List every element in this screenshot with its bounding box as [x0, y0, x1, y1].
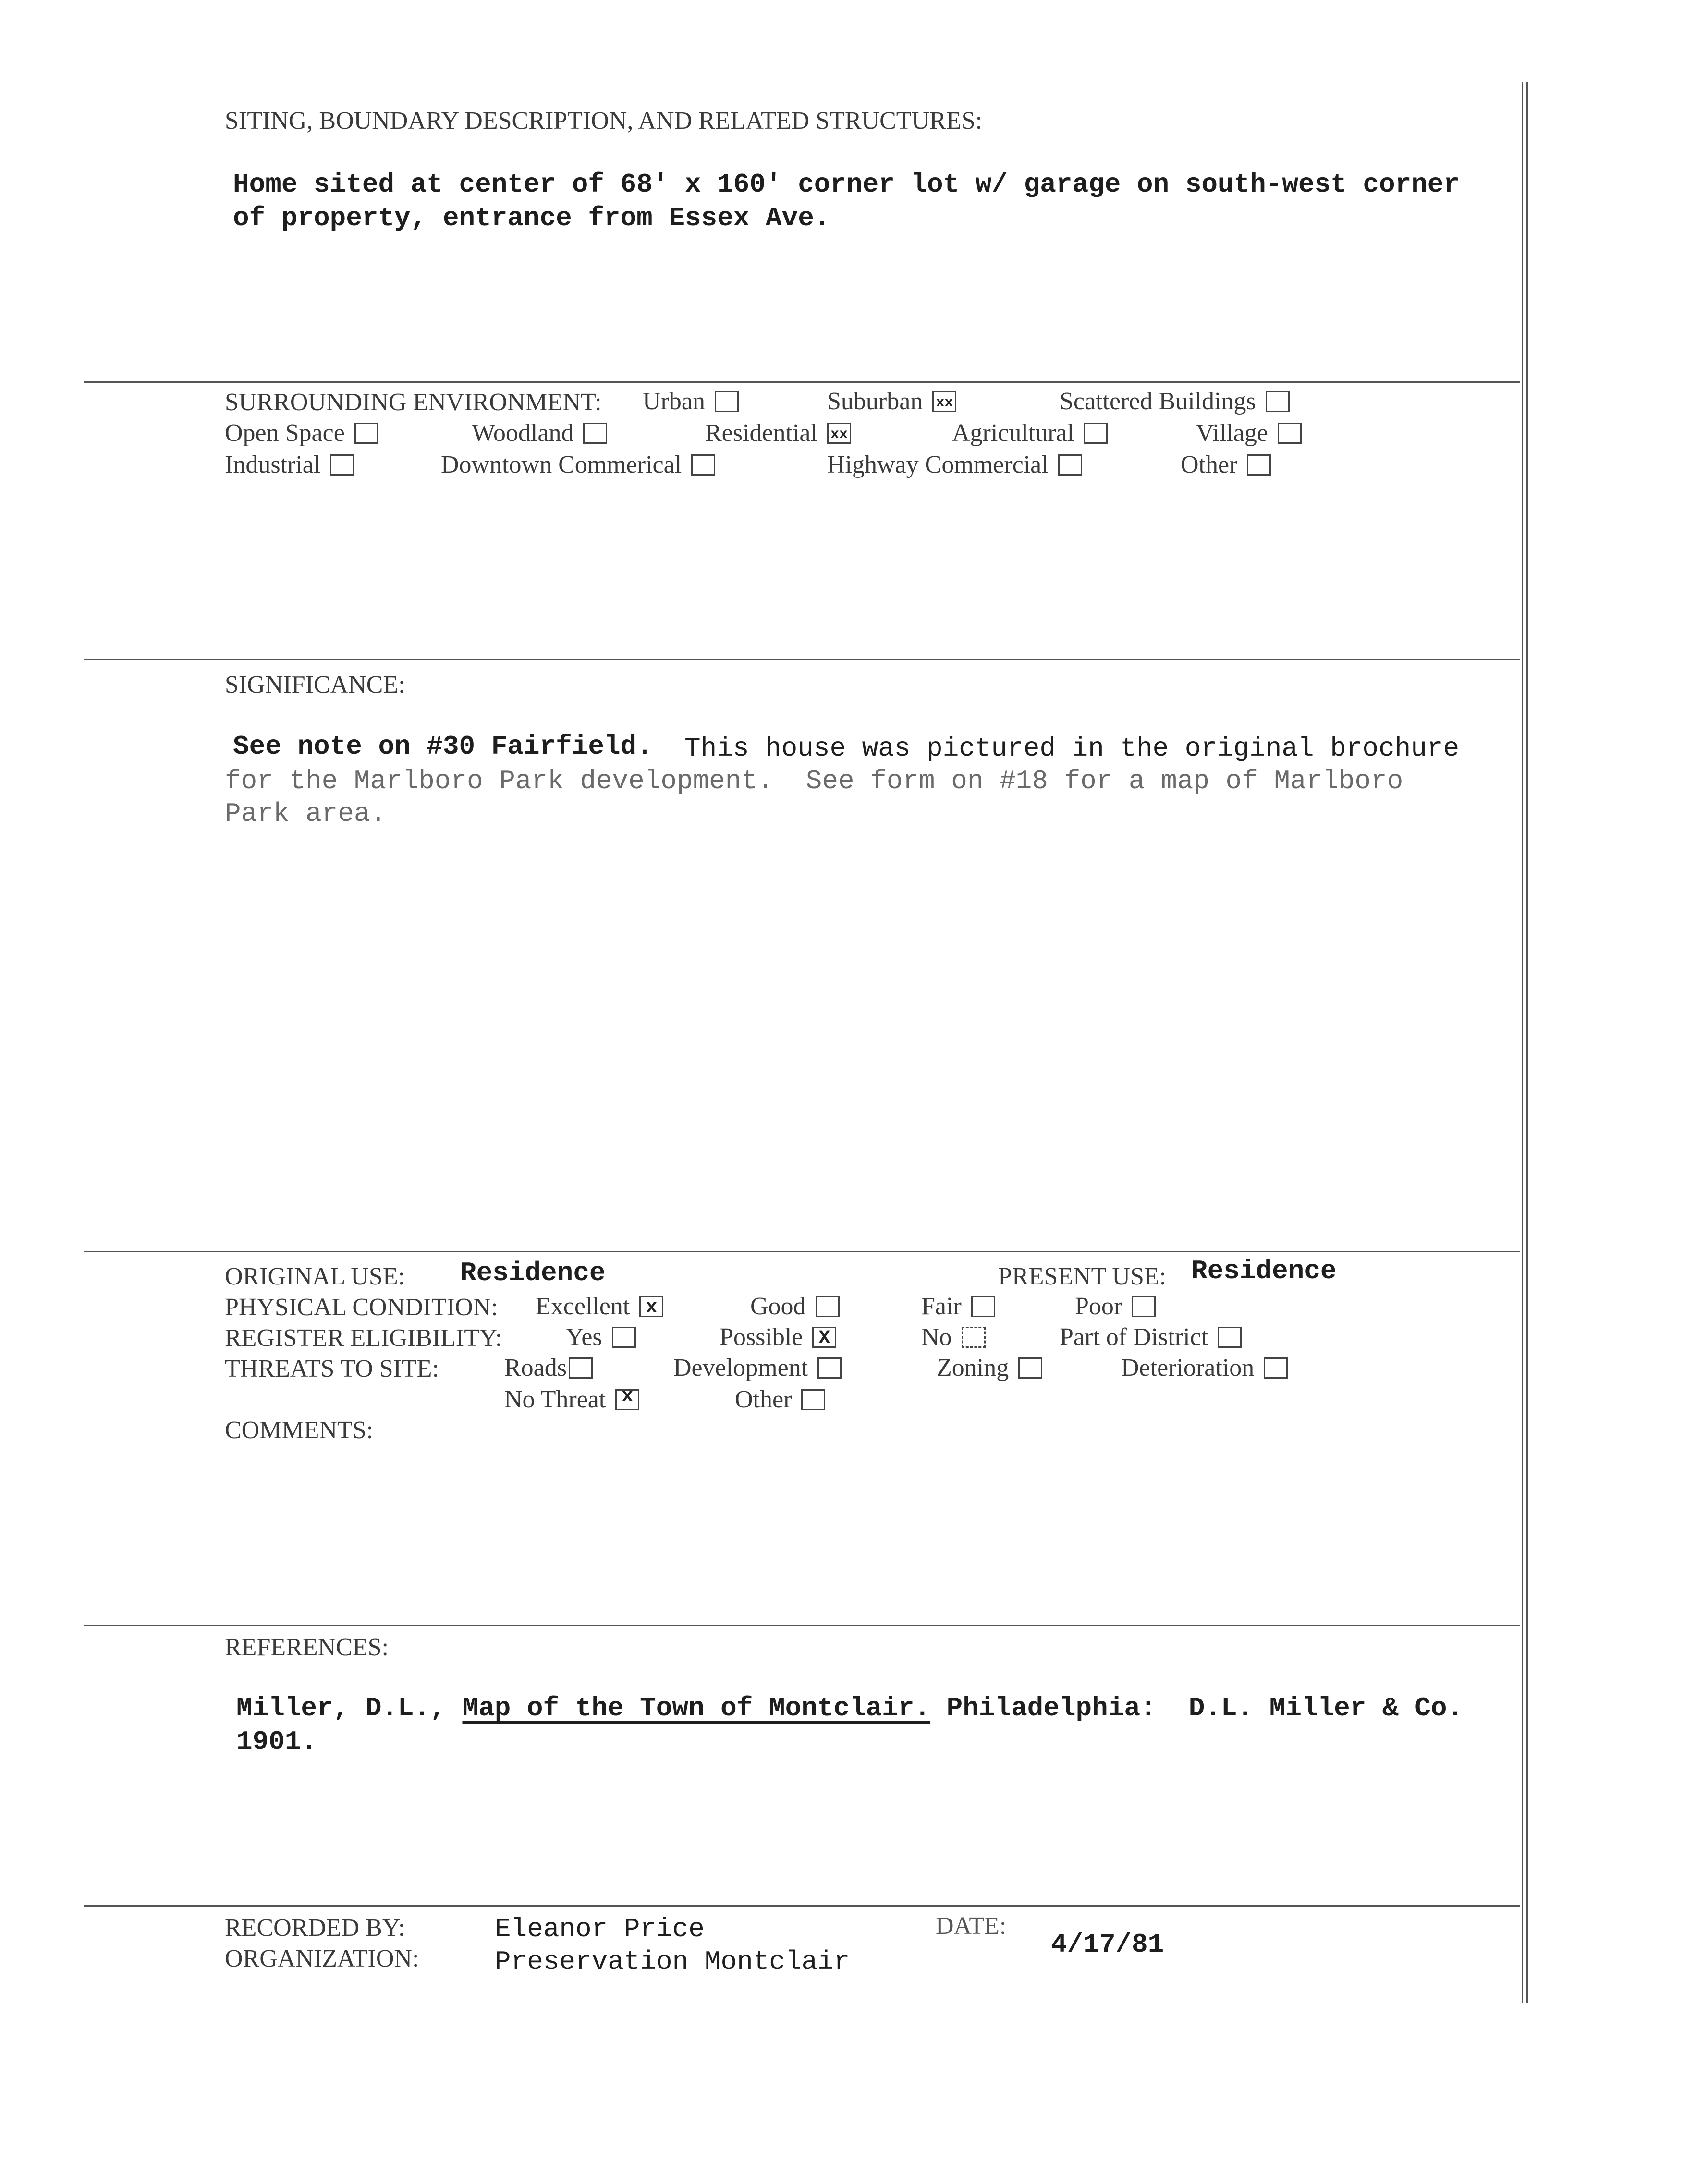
eligibility-option-possible: [720, 1323, 836, 1351]
organization-label: ORGANIZATION:: [225, 1945, 419, 1972]
threat-option-no-threat: [504, 1385, 639, 1414]
condition-option-excellent: [536, 1292, 663, 1320]
threat-option-zoning: [937, 1354, 1042, 1382]
significance-text-line-3: Park area.: [225, 798, 387, 829]
env-label: Urban: [643, 388, 705, 415]
env-label: Scattered Buildings: [1060, 388, 1256, 415]
checkbox[interactable]: [1218, 1327, 1242, 1348]
checkbox[interactable]: [801, 1389, 825, 1410]
eligibility-label: No: [921, 1323, 952, 1351]
env-option-residential: [705, 419, 851, 447]
env-label: Industrial: [225, 451, 321, 478]
env-label: Village: [1196, 419, 1268, 447]
recorded-by-value: Eleanor Price: [495, 1914, 705, 1944]
date-label: DATE:: [936, 1912, 1007, 1940]
threat-option-roads: [504, 1354, 593, 1382]
env-label: Open Space: [225, 419, 345, 447]
checkbox[interactable]: [569, 1357, 593, 1379]
threat-option-development: [673, 1354, 842, 1382]
env-option-agricultural: [952, 419, 1108, 447]
siting-text-line-1: Home sited at center of 68' x 160' corner lot w/ garage on south-west corner: [233, 169, 1460, 200]
condition-label: Poor: [1075, 1293, 1122, 1320]
env-label: Agricultural: [952, 419, 1074, 447]
checkbox[interactable]: [612, 1327, 636, 1348]
references-heading: REFERENCES:: [225, 1634, 389, 1661]
env-label: Downtown Commerical: [441, 451, 682, 478]
env-option-downtown-commerical: [441, 451, 715, 479]
original-use-label: ORIGINAL USE:: [225, 1263, 405, 1290]
env-label: Suburban: [827, 388, 923, 415]
checkbox[interactable]: xx: [932, 391, 956, 412]
reference-author: Miller, D.L.,: [236, 1693, 463, 1724]
section-divider: [84, 1251, 1520, 1252]
eligibility-option-no: [921, 1323, 986, 1351]
threat-label: Zoning: [937, 1354, 1009, 1382]
significance-heading: SIGNIFICANCE:: [225, 671, 405, 698]
right-border-line-inner: [1526, 82, 1528, 2003]
reference-line-1: [236, 1693, 1463, 1724]
condition-option-good: [750, 1292, 840, 1320]
checkbox[interactable]: [816, 1296, 840, 1317]
comments-label: COMMENTS:: [225, 1417, 374, 1444]
threat-label: No Threat: [504, 1386, 606, 1413]
section-divider: [84, 1905, 1520, 1907]
physical-condition-label: PHYSICAL CONDITION:: [225, 1294, 498, 1321]
reference-title: Map of the Town of Montclair.: [462, 1693, 931, 1724]
significance-text-line-1b: This house was pictured in the original brochure: [684, 733, 1460, 764]
checkbox[interactable]: x: [615, 1389, 639, 1410]
checkbox[interactable]: [1264, 1357, 1288, 1379]
condition-label: Excellent: [536, 1293, 630, 1320]
checkbox[interactable]: [330, 454, 354, 476]
checkbox[interactable]: x: [639, 1296, 663, 1317]
env-option-other: [1181, 451, 1271, 479]
env-option-open-space: [225, 419, 378, 447]
section-divider: [84, 1625, 1520, 1626]
checkbox[interactable]: [691, 454, 715, 476]
threat-option-deterioration: [1121, 1354, 1288, 1382]
threat-option-other: [735, 1385, 825, 1414]
env-label: Highway Commercial: [827, 451, 1049, 478]
env-option-suburban: [827, 387, 956, 416]
reference-publisher: Philadelphia: D.L. Miller & Co.: [930, 1693, 1464, 1724]
checkbox[interactable]: [583, 423, 607, 444]
checkbox[interactable]: [817, 1357, 842, 1379]
checkbox[interactable]: [962, 1327, 986, 1348]
present-use-label: PRESENT USE:: [998, 1263, 1167, 1290]
siting-heading: SITING, BOUNDARY DESCRIPTION, AND RELATED STRUCTURES:: [225, 107, 982, 134]
condition-option-poor: [1075, 1292, 1156, 1320]
checkbox[interactable]: [1058, 454, 1082, 476]
env-label: Woodland: [472, 419, 574, 447]
eligibility-option-part-of-district: [1060, 1323, 1242, 1351]
checkbox[interactable]: [1084, 423, 1108, 444]
environment-heading: SURROUNDING ENVIRONMENT:: [225, 389, 602, 416]
condition-option-fair: [921, 1292, 995, 1320]
env-option-scattered-buildings: [1060, 387, 1290, 416]
checkbox[interactable]: [1266, 391, 1290, 412]
threat-label: Other: [735, 1386, 792, 1413]
checkbox[interactable]: [1247, 454, 1271, 476]
siting-text-line-2: of property, entrance from Essex Ave.: [233, 203, 830, 233]
eligibility-label: Part of District: [1060, 1323, 1208, 1351]
eligibility-label: Possible: [720, 1323, 803, 1351]
date-value: 4/17/81: [1051, 1929, 1164, 1960]
register-eligibility-label: REGISTER ELIGIBILITY:: [225, 1324, 502, 1352]
env-label: Residential: [705, 419, 817, 447]
organization-value: Preservation Montclair: [495, 1946, 850, 1977]
right-border-line: [1522, 82, 1523, 2003]
checkbox[interactable]: xx: [827, 423, 851, 444]
checkbox[interactable]: X: [812, 1327, 836, 1348]
significance-text-line-1a: See note on #30 Fairfield.: [233, 731, 653, 762]
env-option-industrial: [225, 451, 354, 479]
env-option-highway-commercial: [827, 451, 1082, 479]
section-divider: [84, 381, 1520, 383]
section-divider: [84, 659, 1520, 660]
recorded-by-label: RECORDED BY:: [225, 1914, 405, 1942]
checkbox[interactable]: [1132, 1296, 1156, 1317]
env-option-village: [1196, 419, 1302, 447]
env-label: Other: [1181, 451, 1238, 478]
threat-label: Deterioration: [1121, 1354, 1255, 1382]
original-use-value: Residence: [460, 1258, 606, 1288]
condition-label: Fair: [921, 1293, 962, 1320]
checkbox[interactable]: [715, 391, 739, 412]
threat-label: Development: [673, 1354, 808, 1382]
checkbox[interactable]: [1278, 423, 1302, 444]
eligibility-option-yes: [566, 1323, 636, 1351]
env-option-woodland: [472, 419, 607, 447]
checkbox[interactable]: [1018, 1357, 1042, 1379]
checkbox[interactable]: [354, 423, 378, 444]
significance-text-line-2: for the Marlboro Park development. See form on #18 for a map of Marlboro: [225, 766, 1403, 796]
present-use-value: Residence: [1191, 1256, 1337, 1286]
threat-label: Roads: [504, 1354, 567, 1382]
env-option-urban: [643, 387, 739, 416]
eligibility-label: Yes: [566, 1323, 602, 1351]
condition-label: Good: [750, 1293, 806, 1320]
checkbox[interactable]: [971, 1296, 995, 1317]
threats-label: THREATS TO SITE:: [225, 1355, 439, 1382]
reference-year: 1901.: [236, 1726, 317, 1757]
